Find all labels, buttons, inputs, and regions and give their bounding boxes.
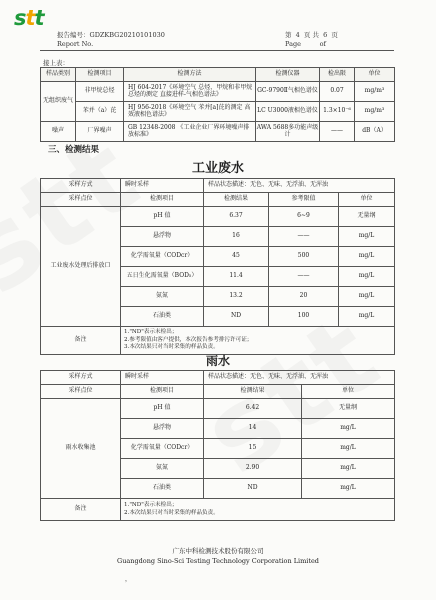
- table-row: [41, 207, 395, 227]
- item-cell: pH 值: [121, 207, 204, 227]
- footer-company-cn: 广东中科检测技术股份有限公司: [172, 547, 264, 555]
- continued-label: 接上表：: [43, 59, 69, 67]
- col-result: 检测结果: [204, 385, 302, 399]
- item-cell: 悬浮物: [121, 227, 204, 247]
- col-result: 检测结果: [204, 193, 269, 207]
- unit-cell: mg/L: [339, 227, 395, 247]
- sampling-point: 雨水收集池: [41, 399, 121, 499]
- result-cell: 2.90: [204, 459, 302, 479]
- ref-cell: 100: [269, 307, 339, 327]
- sample-state: 样品状态描述：无色、无味、无浮油、无浑浊: [204, 371, 395, 385]
- note-line: 2.参考限值由客户提供，本次报告参考排污许可证；: [124, 336, 253, 343]
- rainwater-table: [40, 370, 395, 521]
- report-no-cn: 报告编号：GDZKBG20210101030: [57, 31, 165, 39]
- unit-cell: mg/L: [302, 419, 395, 439]
- notes-row: [41, 499, 395, 521]
- item-cell: 非甲烷总烃: [76, 82, 124, 102]
- result-cell: ND: [204, 307, 269, 327]
- notes-text: [121, 327, 395, 355]
- result-cell: 11.4: [204, 267, 269, 287]
- unit-cell: mg/L: [302, 479, 395, 499]
- item-cell: 悬浮物: [121, 419, 204, 439]
- ref-cell: 500: [269, 247, 339, 267]
- notes-row: [41, 327, 395, 355]
- sampling-value: 瞬时采样: [121, 179, 204, 193]
- notes-label: 备注: [41, 327, 121, 355]
- notes-label: 备注: [41, 499, 121, 521]
- ref-cell: ——: [269, 227, 339, 247]
- ref-cell: 6~9: [269, 207, 339, 227]
- company-logo: stt: [14, 6, 44, 30]
- sampling-point: 工业废水处理后排放口: [41, 207, 121, 327]
- method-cell: HJ 604-2017《环境空气 总烃、甲烷和非甲烷总烃的测定 直接进样-气相色谱法》: [124, 82, 256, 102]
- instrument-cell: GC-9790Ⅱ气相色谱仪: [256, 82, 320, 102]
- note-line: 1."ND"表示未检出；: [124, 501, 178, 508]
- unit-cell: dB（A）: [355, 122, 395, 142]
- sampling-value: 瞬时采样: [121, 371, 204, 385]
- sampling-row: [41, 179, 395, 193]
- limit-cell: ——: [320, 122, 355, 142]
- item-cell: 氨氮: [121, 459, 204, 479]
- table-row: [41, 122, 395, 142]
- item-cell: 五日生化需氧量（BOD₅）: [121, 267, 204, 287]
- sampling-label: 采样方式: [41, 371, 121, 385]
- category-cell: 噪声: [41, 122, 76, 142]
- unit-cell: mg/L: [302, 439, 395, 459]
- unit-cell: mg/L: [339, 247, 395, 267]
- item-cell: pH 值: [121, 399, 204, 419]
- method-table: [40, 67, 395, 142]
- method-cell: GB 12348-2008 《工业企业厂界环境噪声排放标准》: [124, 122, 256, 142]
- sampling-row: [41, 371, 395, 385]
- page-indicator-en: Page of: [285, 40, 326, 48]
- unit-cell: 无量纲: [339, 207, 395, 227]
- col-point: 采样点位: [41, 385, 121, 399]
- col-unit: 单位: [339, 193, 395, 207]
- note-line: 1."ND"表示未检出；: [124, 329, 178, 336]
- report-no-en: Report No.: [57, 40, 94, 48]
- col-item: 检测项目: [121, 385, 204, 399]
- result-cell: 15: [204, 439, 302, 459]
- page-indicator-cn: 第 4 页 共 6 页: [285, 31, 338, 39]
- header-cell: 检测项目: [76, 68, 124, 82]
- limit-cell: 1.3×10⁻⁶: [320, 102, 355, 122]
- unit-cell: mg/L: [339, 307, 395, 327]
- header-divider: [40, 50, 394, 51]
- item-cell: 氨氮: [121, 287, 204, 307]
- limit-cell: 0.07: [320, 82, 355, 102]
- result-cell: 14: [204, 419, 302, 439]
- header-cell: 检测方法: [124, 68, 256, 82]
- item-cell: 苯并（a）芘: [76, 102, 124, 122]
- rainwater-title: 雨水: [205, 354, 230, 368]
- result-cell: 45: [204, 247, 269, 267]
- section-title: 三、检测结果: [48, 145, 100, 155]
- category-cell: 无组织废气: [41, 82, 76, 122]
- unit-cell: mg/L: [339, 267, 395, 287]
- unit-cell: 无量纲: [302, 399, 395, 419]
- unit-cell: mg/L: [339, 287, 395, 307]
- header-cell: 检测仪器: [256, 68, 320, 82]
- method-cell: HJ 956-2018《环境空气 苯并[a]芘的测定 高效液相色谱法》: [124, 102, 256, 122]
- method-table-header-row: [41, 68, 395, 82]
- instrument-cell: LC U3000液相色谱仪: [256, 102, 320, 122]
- table-row: [41, 82, 395, 102]
- result-cell: 6.37: [204, 207, 269, 227]
- note-line: 3.本次结果只对当时采集的样品负责。: [124, 344, 219, 351]
- stray-mark: ，: [125, 576, 132, 583]
- sample-state: 样品状态描述：无色、无味、无浮油、无浑浊: [204, 179, 395, 193]
- wastewater-title: 工业废水: [191, 161, 244, 176]
- col-ref: 参考限值: [269, 193, 339, 207]
- table-row: [41, 399, 395, 419]
- header-cell: 样品类别: [41, 68, 76, 82]
- item-cell: 石油类: [121, 307, 204, 327]
- result-cell: 6.42: [204, 399, 302, 419]
- column-header-row: [41, 193, 395, 207]
- ref-cell: ——: [269, 267, 339, 287]
- ref-cell: 20: [269, 287, 339, 307]
- instrument-cell: AWA 5688多功能声级计: [256, 122, 320, 142]
- item-cell: 石油类: [121, 479, 204, 499]
- result-cell: ND: [204, 479, 302, 499]
- item-cell: 化学需氧量（CODcr）: [121, 439, 204, 459]
- col-unit: 单位: [302, 385, 395, 399]
- unit-cell: mg/m³: [355, 82, 395, 102]
- unit-cell: mg/m³: [355, 102, 395, 122]
- result-cell: 16: [204, 227, 269, 247]
- col-item: 检测项目: [121, 193, 204, 207]
- wastewater-table: [40, 178, 395, 355]
- unit-cell: mg/L: [302, 459, 395, 479]
- item-cell: 厂界噪声: [76, 122, 124, 142]
- column-header-row: [41, 385, 395, 399]
- header-cell: 检出限: [320, 68, 355, 82]
- item-cell: 化学需氧量（CODcr）: [121, 247, 204, 267]
- sampling-label: 采样方式: [41, 179, 121, 193]
- col-point: 采样点位: [41, 193, 121, 207]
- header-cell: 单位: [355, 68, 395, 82]
- note-line: 2.本次结果只对当时采集的样品负责。: [124, 509, 219, 516]
- footer-company-en: Guangdong Sino-Sci Testing Technology Corporation Limited: [117, 557, 319, 565]
- table-row: [41, 102, 395, 122]
- notes-text: [121, 499, 395, 521]
- result-cell: 13.2: [204, 287, 269, 307]
